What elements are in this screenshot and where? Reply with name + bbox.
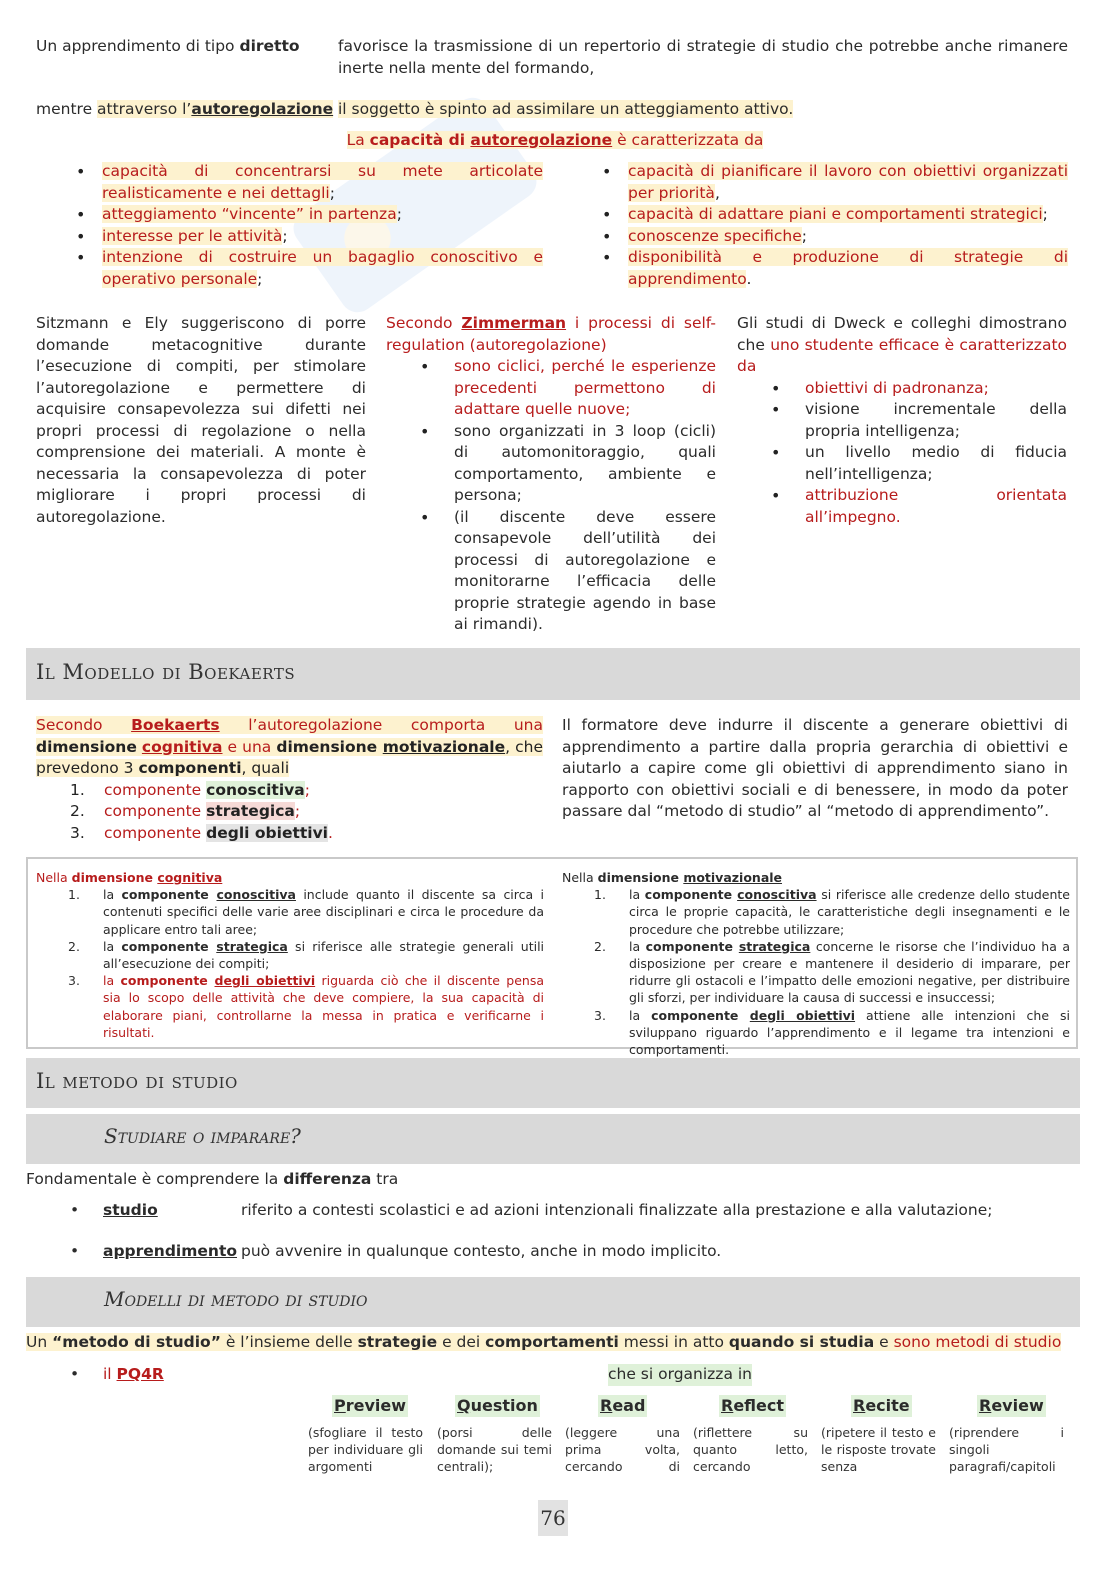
list-item: • attribuzione orientata all’impegno. <box>737 485 1067 528</box>
intro-row2-right: il soggetto è spinto ad assimilare un atteggiamento attivo. <box>338 100 794 118</box>
intro-row1-right: favorisce la trasmissione di un repertorio di strategie di studio che potrebbe anche rimanere inerte nella mente del formando, <box>338 37 1068 77</box>
list-item: 2. componente strategica; <box>70 802 301 820</box>
section-header-boekaerts <box>26 648 1080 700</box>
page-number: 76 <box>538 1500 568 1536</box>
step-reflect: Reflect <box>721 1396 785 1415</box>
boekaerts-components <box>36 780 543 845</box>
subsection-header-modelli <box>26 1277 1080 1327</box>
difference-line: Fondamentale è comprendere la differenza tra <box>26 1170 399 1188</box>
list-item: • sono organizzati in 3 loop (cicli) di automonitoraggio, quali comportamento, ambiente e persona; <box>386 421 716 507</box>
step-desc-recite: (ripetere il testo e le risposte trovate senza <box>821 1425 936 1475</box>
list-item: • disponibilità e produzione di strategie di apprendimento. <box>560 247 1068 290</box>
dweck-list <box>737 378 1067 529</box>
intro-row2-left: mentre attraverso l’autoregolazione <box>36 100 334 118</box>
list-item: • visione incrementale della propria intelligenza; <box>737 399 1067 442</box>
zimmerman-block <box>386 313 716 636</box>
list-item: 3. la componente degli obiettivi attiene alle intenzioni che si sviluppano riguardo l’apprendimento e il legame tra intenzioni e comportamenti. <box>594 1007 1070 1058</box>
list-item: 1. la componente conoscitiva include quanto il discente sa circa i contenuti specifici delle varie aree disciplinari e circa le procedure da applicare entro tali aree; <box>68 887 545 937</box>
list-item: 3. la componente degli obiettivi riguarda ciò che il discente pensa sia lo scopo delle attività che deve compiere, la sua capacità di elaborare piani, controllarne la messa in pratica e verificarne i risultati. <box>68 973 545 1040</box>
boekaerts-intro: Secondo Boekaerts l’autoregolazione comporta una dimensione cognitiva e una dimensione motivazionale, che prevedono 3 componenti, quali <box>36 716 543 777</box>
motivational-title: Nella dimensione motivazionale <box>562 870 783 885</box>
step-desc-question: (porsi delle domande sui temi centrali); <box>437 1425 552 1475</box>
list-item: • atteggiamento “vincente” in partenza; <box>34 204 543 226</box>
cognitive-list <box>36 886 544 1041</box>
dweck-block <box>737 313 1067 528</box>
list-item: 2. la componente strategica concerne le risorse che l’individuo ha a disposizione per creare e mantenere il desiderio di imparare, per ridurre gli ostacoli e l’impatto delle emozioni negative, per distribuire gli sforzi, per individuare la causa di successi e insuccessi; <box>594 938 1071 1006</box>
list-item: • interesse per le attività; <box>34 226 543 248</box>
list-item: • obiettivi di padronanza; <box>737 378 1067 400</box>
list-item: • capacità di adattare piani e comportamenti strategici; <box>560 204 1068 226</box>
pq4r-label: il PQ4R <box>103 1365 164 1383</box>
zimmerman-intro: Secondo Zimmerman i processi di self-regulation (autoregolazione) <box>386 314 716 354</box>
cognitive-title: Nella dimensione cognitiva <box>36 870 223 885</box>
list-item: • apprendimento può avvenire in qualunque contesto, anche in modo implicito. <box>70 1242 722 1260</box>
subsection-title: Modelli di metodo di studio <box>104 1287 368 1311</box>
list-item: 1. la componente conoscitiva si riferisce alle credenze dello studente circa le proprie capacità, le caratteristiche degli insegnamenti e le procedure che potrebbe utilizzare; <box>594 887 1071 937</box>
cognitive-dimension <box>36 869 544 1041</box>
list-item: • conoscenze specifiche; <box>560 226 1068 248</box>
step-review: Review <box>979 1396 1044 1415</box>
pq4r-organizes: che si organizza in <box>608 1364 752 1386</box>
list-item: 1. componente conoscitiva; <box>70 780 310 799</box>
section-title: Il metodo di studio <box>36 1069 238 1093</box>
list-item: • capacità di pianificare il lavoro con obiettivi organizzati per priorità, <box>560 161 1068 204</box>
capacity-caption: La capacità di autoregolazione è caratterizzata da <box>346 131 764 149</box>
intro-row1-left: Un apprendimento di tipo diretto <box>36 37 300 55</box>
step-desc-reflect: (riflettere su quanto letto, cercando <box>693 1425 808 1475</box>
sitzmann-paragraph: Sitzmann e Ely suggeriscono di porre domande metacognitive durante l’esecuzione di compiti, per stimolare l’autoregolazione e permettere di acquisire consapevolezza sui difetti nei propri processi di regolazione o nella comprensione dei materiali. A monte è necessaria la consapevolezza di poter migliorare i propri processi di autoregolazione. <box>36 314 366 526</box>
step-desc-read: (leggere una prima volta, cercando di <box>565 1425 680 1475</box>
metodo-definition: Un “metodo di studio” è l’insieme delle strategie e dei comportamenti messi in atto quando si studia e sono metodi di studio <box>26 1333 1062 1351</box>
list-item: • capacità di concentrarsi su mete articolate realisticamente e nei dettagli; <box>34 161 543 204</box>
list-item: • studio riferito a contesti scolastici e ad azioni intenzionali finalizzate alla prestazione e alla valutazione; <box>70 1201 993 1219</box>
list-item: • intenzione di costruire un bagaglio conoscitivo e operativo personale; <box>34 247 543 290</box>
zimmerman-list <box>386 356 716 636</box>
step-read: Read <box>600 1396 646 1415</box>
dweck-intro: Gli studi di Dweck e colleghi dimostrano che uno studente efficace è caratterizzato da <box>737 314 1068 375</box>
section-header-metodo <box>26 1058 1080 1108</box>
step-question: Question <box>457 1396 538 1415</box>
dimensions-box <box>26 857 1078 1058</box>
step-desc-review: (riprendere i singoli paragrafi/capitoli <box>949 1425 1064 1475</box>
list-item: • sono ciclici, perché le esperienze precedenti permettono di adattare quelle nuove; <box>386 356 716 421</box>
list-item: 3. componente degli obiettivi. <box>70 823 333 842</box>
section-title: Il Modello di Boekaerts <box>36 660 296 684</box>
step-desc-preview: (sfogliare il testo per individuare gli argomenti <box>308 1425 423 1475</box>
capacities-left-list <box>34 161 543 290</box>
boekaerts-left <box>36 715 543 844</box>
list-item: • un livello medio di fiducia nell’intelligenza; <box>737 442 1067 485</box>
step-preview: Preview <box>334 1396 407 1415</box>
list-item: • (il discente deve essere consapevole dell’utilità dei processi di autoregolazione e monitorarne l’efficacia delle proprie strategie agendo in base ai rimandi). <box>386 507 716 636</box>
boekaerts-right-paragraph: Il formatore deve indurre il discente a generare obiettivi di apprendimento a partire dalla propria gerarchia di obiettivi e aiutarlo a capire come gli obiettivi di apprendimento siano in rapporto con obiettivi sociali e di benessere, in modo da poter passare dal “metodo di studio” al “metodo di apprendimento”. <box>562 716 1068 820</box>
subsection-header-studiare <box>26 1114 1080 1164</box>
motivational-list <box>562 886 1070 1058</box>
subsection-title: Studiare o imparare? <box>104 1124 301 1148</box>
terms-list <box>0 1200 1110 1282</box>
step-recite: Recite <box>853 1396 910 1415</box>
capacities-right-list <box>560 161 1068 290</box>
list-item: 2. la componente strategica si riferisce alle strategie generali utili all’esecuzione dei compiti; <box>68 938 545 972</box>
motivational-dimension <box>562 869 1070 1058</box>
